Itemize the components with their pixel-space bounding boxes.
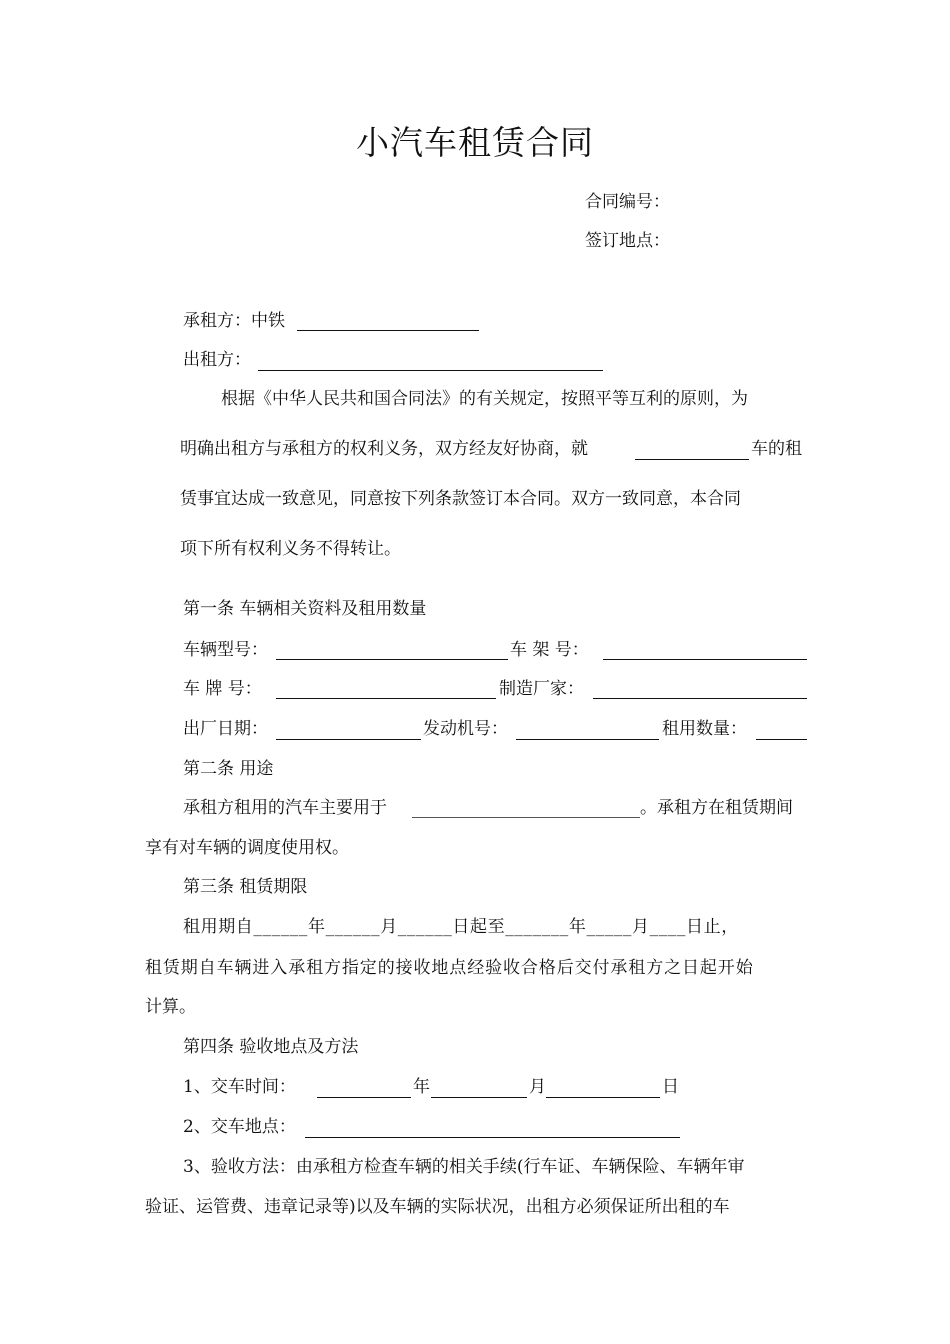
lessor-blank-line	[258, 370, 603, 371]
delivery-day-line	[546, 1097, 660, 1098]
preamble-line-2a: 明确出租方与承租方的权利义务，双方经友好协商，就	[180, 439, 588, 459]
manufacture-date-line	[276, 739, 421, 740]
manufacturer-line	[593, 698, 807, 699]
article-3-line-2: 租赁期自车辆进入承租方指定的接收地点经验收合格后交付承租方之日起开始	[145, 958, 754, 978]
article-4-heading: 第四条 验收地点及方法	[183, 1037, 359, 1057]
contract-number-label: 合同编号：	[585, 192, 670, 212]
year-label: 年	[413, 1077, 430, 1097]
delivery-time-label: 1、交车时间：	[183, 1077, 296, 1097]
article-2-line-1b: 。承租方在租赁期间	[640, 798, 793, 818]
engine-number-label: 发动机号：	[423, 719, 508, 739]
manufacturer-label: 制造厂家：	[499, 679, 584, 699]
lessee-blank-line	[297, 330, 479, 331]
day-label: 日	[662, 1077, 679, 1097]
vehicle-model-label: 车辆型号：	[183, 640, 268, 660]
rental-quantity-line	[756, 739, 807, 740]
delivery-year-line	[317, 1097, 411, 1098]
article-3-line-3: 计算。	[145, 997, 196, 1017]
article-2-line-1a: 承租方租用的汽车主要用于	[183, 798, 387, 818]
lessor-label: 出租方：	[183, 350, 251, 370]
preamble-line-3: 赁事宜达成一致意见，同意按下列条款签订本合同。双方一致同意，本合同	[180, 489, 741, 509]
vehicle-blank-line	[635, 459, 749, 460]
delivery-place-label: 2、交车地点：	[183, 1117, 296, 1137]
frame-number-line	[603, 659, 807, 660]
article-2-line-2: 享有对车辆的调度使用权。	[145, 838, 349, 858]
page-title: 小汽车租赁合同	[356, 123, 594, 162]
frame-number-label: 车 架 号：	[510, 640, 589, 660]
preamble-line-1: 根据《中华人民共和国合同法》的有关规定，按照平等互利的原则，为	[221, 389, 748, 409]
vehicle-model-line	[276, 659, 508, 660]
delivery-month-line	[431, 1097, 527, 1098]
article-2-heading: 第二条 用途	[183, 759, 274, 779]
article-1-heading: 第一条 车辆相关资料及租用数量	[183, 599, 427, 619]
lessee-label: 承租方：中铁	[183, 311, 285, 331]
article-3-heading: 第三条 租赁期限	[183, 877, 308, 897]
inspection-method-line-1: 3、验收方法：由承租方检查车辆的相关手续(行车证、车辆保险、车辆年审	[183, 1157, 745, 1177]
rental-quantity-label: 租用数量：	[662, 719, 747, 739]
delivery-place-line	[305, 1137, 680, 1138]
usage-blank-line	[412, 817, 640, 818]
preamble-line-4: 项下所有权利义务不得转让。	[180, 539, 401, 559]
manufacture-date-label: 出厂日期：	[183, 719, 268, 739]
plate-number-line	[276, 698, 496, 699]
article-3-line-1: 租用期自______年______月______日起至_______年_____月____日止，	[183, 917, 739, 937]
month-label: 月	[529, 1077, 546, 1097]
signing-place-label: 签订地点：	[585, 231, 670, 251]
inspection-method-line-2: 验证、运管费、违章记录等)以及车辆的实际状况，出租方必须保证所出租的车	[145, 1197, 730, 1217]
engine-number-line	[516, 739, 659, 740]
plate-number-label: 车 牌 号：	[183, 679, 262, 699]
preamble-line-2b: 车的租	[751, 439, 802, 459]
